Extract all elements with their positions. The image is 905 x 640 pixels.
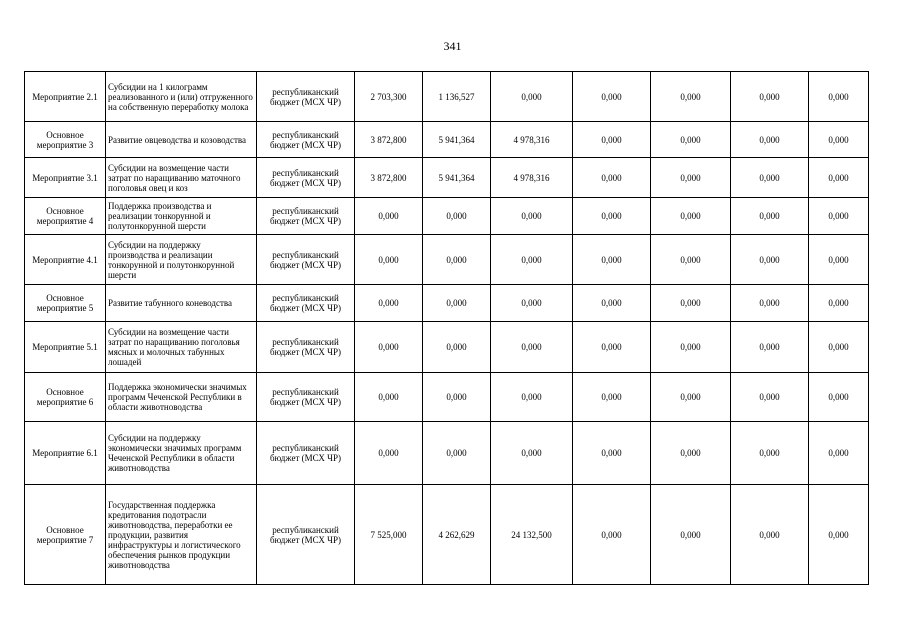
value-cell: 0,000 <box>731 485 809 585</box>
funding-source-cell: республиканский бюджет (МСХ ЧР) <box>257 485 355 585</box>
activity-name-cell: Мероприятие 4.1 <box>25 235 106 285</box>
table-body <box>25 72 869 585</box>
activity-name-cell: Мероприятие 3.1 <box>25 158 106 198</box>
funding-source-cell: республиканский бюджет (МСХ ЧР) <box>257 285 355 322</box>
funding-source-cell: республиканский бюджет (МСХ ЧР) <box>257 373 355 422</box>
value-cell: 3 872,800 <box>355 158 423 198</box>
funding-source-cell: республиканский бюджет (МСХ ЧР) <box>257 198 355 235</box>
value-cell: 0,000 <box>731 198 809 235</box>
value-cell: 0,000 <box>573 485 651 585</box>
value-cell: 0,000 <box>355 373 423 422</box>
activity-name-cell: Мероприятие 6.1 <box>25 422 106 485</box>
activity-description-cell: Поддержка экономически значимых программ Чеченской Республики в области животноводства <box>106 373 257 422</box>
table-row <box>25 198 869 235</box>
value-cell: 0,000 <box>809 485 869 585</box>
value-cell: 0,000 <box>731 285 809 322</box>
funding-source-cell: республиканский бюджет (МСХ ЧР) <box>257 235 355 285</box>
value-cell: 0,000 <box>651 485 731 585</box>
value-cell: 0,000 <box>651 373 731 422</box>
value-cell: 5 941,364 <box>423 122 491 158</box>
value-cell: 0,000 <box>491 422 573 485</box>
value-cell: 0,000 <box>651 322 731 373</box>
value-cell: 0,000 <box>809 285 869 322</box>
value-cell: 0,000 <box>809 373 869 422</box>
value-cell: 0,000 <box>731 373 809 422</box>
value-cell: 0,000 <box>731 322 809 373</box>
value-cell: 0,000 <box>491 373 573 422</box>
value-cell: 0,000 <box>573 122 651 158</box>
table-row <box>25 373 869 422</box>
activity-description-cell: Субсидии на поддержку экономически значимых программ Чеченской Республики в области животноводства <box>106 422 257 485</box>
table-row <box>25 422 869 485</box>
activity-description-cell: Поддержка производства и реализации тонкорунной и полутонкорунной шерсти <box>106 198 257 235</box>
value-cell: 0,000 <box>355 198 423 235</box>
value-cell: 0,000 <box>809 122 869 158</box>
table-row <box>25 235 869 285</box>
value-cell: 5 941,364 <box>423 158 491 198</box>
value-cell: 0,000 <box>573 72 651 122</box>
activity-description-cell: Развитие овцеводства и козоводства <box>106 122 257 158</box>
value-cell: 4 978,316 <box>491 158 573 198</box>
activity-description-cell: Субсидии на 1 килограмм реализованного и (или) отгруженного на собственную переработку молока <box>106 72 257 122</box>
value-cell: 0,000 <box>491 198 573 235</box>
value-cell: 0,000 <box>651 235 731 285</box>
value-cell: 0,000 <box>355 235 423 285</box>
value-cell: 0,000 <box>809 322 869 373</box>
value-cell: 0,000 <box>573 373 651 422</box>
value-cell: 0,000 <box>809 198 869 235</box>
value-cell: 0,000 <box>355 285 423 322</box>
funding-source-cell: республиканский бюджет (МСХ ЧР) <box>257 422 355 485</box>
value-cell: 0,000 <box>809 72 869 122</box>
value-cell: 0,000 <box>423 198 491 235</box>
value-cell: 0,000 <box>491 285 573 322</box>
value-cell: 7 525,000 <box>355 485 423 585</box>
funding-source-cell: республиканский бюджет (МСХ ЧР) <box>257 158 355 198</box>
table-row <box>25 158 869 198</box>
value-cell: 24 132,500 <box>491 485 573 585</box>
value-cell: 0,000 <box>573 322 651 373</box>
table-row <box>25 322 869 373</box>
activity-description-cell: Субсидии на возмещение части затрат по наращиванию поголовья мясных и молочных табунных лошадей <box>106 322 257 373</box>
value-cell: 0,000 <box>423 285 491 322</box>
value-cell: 0,000 <box>809 422 869 485</box>
value-cell: 2 703,300 <box>355 72 423 122</box>
page-number: 341 <box>443 39 462 53</box>
value-cell: 0,000 <box>731 235 809 285</box>
value-cell: 0,000 <box>355 422 423 485</box>
value-cell: 0,000 <box>573 422 651 485</box>
value-cell: 0,000 <box>355 322 423 373</box>
activity-name-cell: Мероприятие 5.1 <box>25 322 106 373</box>
value-cell: 0,000 <box>809 158 869 198</box>
value-cell: 4 262,629 <box>423 485 491 585</box>
activity-name-cell: Основное мероприятие 3 <box>25 122 106 158</box>
value-cell: 0,000 <box>731 422 809 485</box>
value-cell: 0,000 <box>651 72 731 122</box>
value-cell: 0,000 <box>573 235 651 285</box>
activity-name-cell: Мероприятие 2.1 <box>25 72 106 122</box>
value-cell: 0,000 <box>491 72 573 122</box>
value-cell: 3 872,800 <box>355 122 423 158</box>
table-row <box>25 285 869 322</box>
activity-name-cell: Основное мероприятие 4 <box>25 198 106 235</box>
table-row <box>25 72 869 122</box>
value-cell: 0,000 <box>423 235 491 285</box>
value-cell: 0,000 <box>423 422 491 485</box>
activity-description-cell: Субсидии на возмещение части затрат по наращиванию маточного поголовья овец и коз <box>106 158 257 198</box>
value-cell: 0,000 <box>491 322 573 373</box>
activity-description-cell: Развитие табунного коневодства <box>106 285 257 322</box>
value-cell: 0,000 <box>651 285 731 322</box>
value-cell: 0,000 <box>423 373 491 422</box>
value-cell: 0,000 <box>573 158 651 198</box>
activity-name-cell: Основное мероприятие 7 <box>25 485 106 585</box>
value-cell: 0,000 <box>651 158 731 198</box>
value-cell: 0,000 <box>651 122 731 158</box>
value-cell: 0,000 <box>651 422 731 485</box>
value-cell: 0,000 <box>573 198 651 235</box>
activity-name-cell: Основное мероприятие 5 <box>25 285 106 322</box>
funding-source-cell: республиканский бюджет (МСХ ЧР) <box>257 322 355 373</box>
table-row <box>25 122 869 158</box>
activity-description-cell: Государственная поддержка кредитования подотрасли животноводства, переработки ее продукции, развития инфраструктуры и логистического обеспечения рынков продукции животноводства <box>106 485 257 585</box>
activity-name-cell: Основное мероприятие 6 <box>25 373 106 422</box>
activity-description-cell: Субсидии на поддержку производства и реализации тонкорунной и полутонкорунной шерсти <box>106 235 257 285</box>
value-cell: 1 136,527 <box>423 72 491 122</box>
funding-source-cell: республиканский бюджет (МСХ ЧР) <box>257 122 355 158</box>
value-cell: 0,000 <box>731 158 809 198</box>
value-cell: 0,000 <box>731 72 809 122</box>
budget-table <box>24 71 869 585</box>
value-cell: 0,000 <box>423 322 491 373</box>
value-cell: 0,000 <box>491 235 573 285</box>
value-cell: 0,000 <box>809 235 869 285</box>
value-cell: 4 978,316 <box>491 122 573 158</box>
funding-source-cell: республиканский бюджет (МСХ ЧР) <box>257 72 355 122</box>
table-row <box>25 485 869 585</box>
value-cell: 0,000 <box>731 122 809 158</box>
value-cell: 0,000 <box>573 285 651 322</box>
value-cell: 0,000 <box>651 198 731 235</box>
